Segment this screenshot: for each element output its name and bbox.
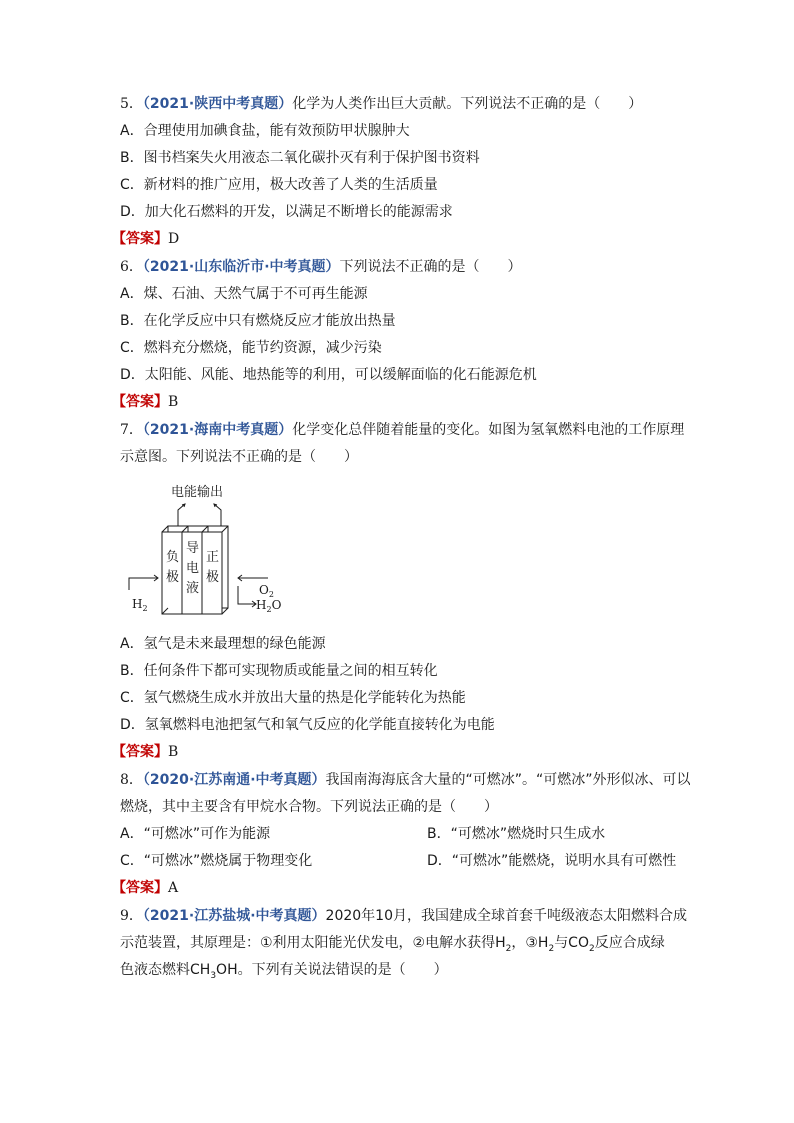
q6-answer	[112, 392, 178, 412]
question-7-stem-line2: 示意图。下列说法不正确的是（ ）	[120, 449, 358, 465]
question-text: 2020年10月，我国建成全球首套千吨级液态太阳燃料合成	[325, 908, 687, 924]
question-number: 9．	[120, 908, 143, 924]
question-8-stem-line2: 燃烧，其中主要含有甲烷水合物。下列说法正确的是（ ）	[120, 799, 498, 815]
answer-value: D	[168, 231, 180, 247]
question-number: 8．	[120, 772, 143, 788]
q8-option-b: B．“可燃冰”燃烧时只生成水	[427, 826, 606, 842]
question-source: （2021·陕西中考真题）	[142, 96, 293, 112]
question-5-stem	[120, 94, 642, 114]
question-7-stem-line1	[120, 420, 684, 440]
question-text: 化学为人类作出巨大贡献。下列说法不正确的是（ ）	[292, 96, 643, 112]
answer-value: B	[168, 744, 179, 760]
q6-option-a: A．煤、石油、天然气属于不可再生能源	[120, 286, 368, 302]
output-arrows	[178, 504, 221, 526]
question-text: 我国南海海底含大量的“可燃冰”。“可燃冰”外形似冰、可以	[325, 772, 691, 788]
q5-option-a: A．合理使用加碘食盐，能有效预防甲状腺肿大	[120, 123, 410, 139]
stem-text: 色液态燃料CH	[120, 962, 211, 978]
q8-option-c: C．“可燃冰”燃烧属于物理变化	[120, 853, 313, 869]
answer-label: 【答案】	[112, 394, 168, 410]
q8-answer	[112, 878, 178, 898]
stem-text: 反应合成绿	[594, 935, 665, 951]
q5-option-c: C．新材料的推广应用，极大改善了人类的生活质量	[120, 177, 438, 193]
output-label: 电能输出	[171, 485, 224, 500]
q6-option-b: B．在化学反应中只有燃烧反应才能放出热量	[120, 313, 396, 329]
q8-option-row-1	[120, 824, 270, 844]
subscript: 3	[210, 970, 217, 981]
q5-option-d: D．加大化石燃料的开发，以满足不断增长的能源需求	[120, 204, 453, 220]
stem-text: 与CO	[554, 935, 589, 951]
stem-text: ，③H	[511, 935, 549, 951]
q5-answer	[112, 229, 179, 249]
positive-electrode-label-1: 正	[206, 550, 220, 565]
answer-label: 【答案】	[112, 744, 168, 760]
negative-electrode-label-2: 极	[166, 570, 180, 585]
question-8-stem-line1	[120, 770, 691, 790]
subscript: 2	[548, 943, 555, 954]
q7-answer	[112, 742, 178, 762]
o2-input-arrow	[238, 575, 268, 581]
h2-input-arrow	[129, 575, 158, 590]
q7-option-d: D．氢氧燃料电池把氢气和氧气反应的化学能直接转化为电能	[120, 717, 495, 733]
fuel-cell-diagram	[120, 474, 300, 624]
question-number: 6．	[120, 259, 143, 275]
h2o-output-arrow	[238, 586, 256, 607]
electrolyte-label-3: 液	[186, 581, 200, 596]
answer-label: 【答案】	[112, 880, 168, 896]
question-number: 7．	[120, 422, 143, 438]
h2-label: $H_2$	[132, 597, 148, 613]
subscript: 2	[588, 943, 595, 954]
q8-option-d: D．“可燃冰”能燃烧，说明水具有可燃性	[427, 853, 677, 869]
question-text: 化学变化总伴随着能量的变化。如图为氢氧燃料电池的工作原理	[292, 422, 685, 438]
question-9-stem-line3	[120, 960, 448, 980]
question-number: 5．	[120, 96, 143, 112]
q6-option-d: D．太阳能、风能、地热能等的利用，可以缓解面临的化石能源危机	[120, 367, 537, 383]
answer-value: A	[168, 880, 179, 896]
answer-value: B	[168, 394, 179, 410]
h2o-label: $H_2O$	[256, 598, 282, 614]
electrolyte-label-2: 电	[186, 561, 200, 576]
question-source: （2021·江苏盐城·中考真题）	[142, 908, 326, 924]
negative-electrode-label-1: 负	[166, 550, 180, 565]
question-source: （2021·海南中考真题）	[142, 422, 293, 438]
positive-electrode-label-2: 极	[206, 570, 220, 585]
subscript: 2	[505, 943, 512, 954]
question-9-stem-line1	[120, 906, 687, 926]
q7-option-b: B．任何条件下都可实现物质或能量之间的相互转化	[120, 663, 438, 679]
question-6-stem	[120, 257, 522, 277]
question-text: 下列说法不正确的是（ ）	[339, 259, 522, 275]
question-source: （2021·山东临沂市·中考真题）	[142, 259, 340, 275]
answer-label: 【答案】	[112, 231, 168, 247]
o2-label: $O_2$	[259, 583, 274, 599]
question-9-stem-line2	[120, 933, 665, 953]
q6-option-c: C．燃料充分燃烧，能节约资源，减少污染	[120, 340, 382, 356]
stem-text: OH。下列有关说法错误的是（ ）	[216, 962, 448, 978]
electrolyte-label-1: 导	[186, 541, 200, 556]
q7-option-c: C．氢气燃烧生成水并放出大量的热是化学能转化为热能	[120, 690, 466, 706]
q8-option-a: A．“可燃冰”可作为能源	[120, 826, 271, 842]
q5-option-b: B．图书档案失火用液态二氧化碳扑灭有利于保护图书资料	[120, 150, 480, 166]
q7-option-a: A．氢气是未来最理想的绿色能源	[120, 636, 326, 652]
question-source: （2020·江苏南通·中考真题）	[142, 772, 326, 788]
stem-text: 示范装置，其原理是：①利用太阳能光伏发电，②电解水获得H	[120, 935, 506, 951]
